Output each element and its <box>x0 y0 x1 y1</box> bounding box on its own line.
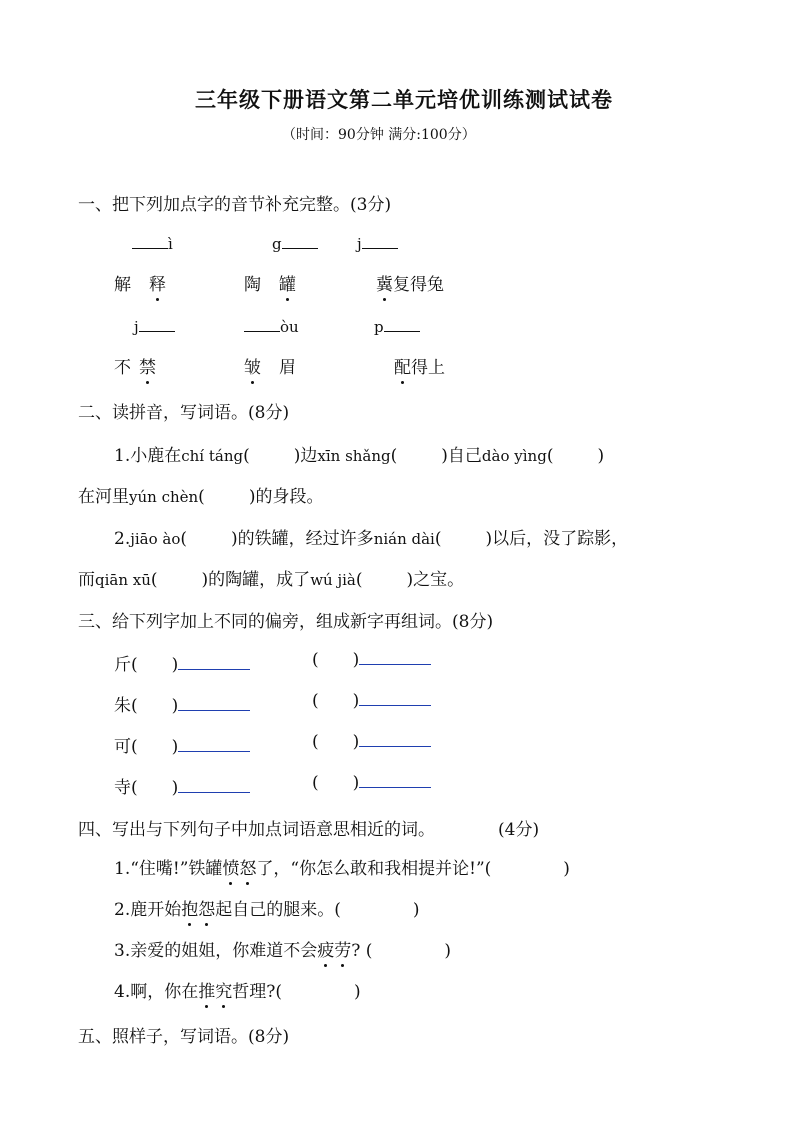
dotted-char: 配 <box>394 353 411 378</box>
base-char: 寺 <box>114 778 131 798</box>
word-line[interactable] <box>178 696 250 711</box>
word-line[interactable] <box>359 650 431 665</box>
dotted-char: 禁 <box>139 353 156 378</box>
blank-line[interactable] <box>132 234 168 249</box>
dotted-char: 冀 <box>376 270 393 295</box>
radical-row-3: 可( ) <box>114 732 250 757</box>
word-line[interactable] <box>359 732 431 747</box>
pinyin-blank-5[interactable] <box>244 317 299 336</box>
section-4-sentence-2: 2.鹿开始抱怨起自己的腿来。( ) <box>114 895 420 920</box>
radical-row-4b: ( ) <box>312 773 431 793</box>
chars: 得上 <box>411 358 445 378</box>
section-2-heading: 二、读拼音，写词语。(8分) <box>78 403 290 423</box>
radical-row-2: 朱( ) <box>114 691 250 716</box>
pinyin-fragment: g <box>272 235 282 253</box>
pinyin-fragment: p <box>374 318 384 336</box>
pinyin-blank-2[interactable] <box>272 234 318 253</box>
blank-line[interactable] <box>384 317 420 332</box>
page-subtitle: （时间：90分钟 满分:100分） <box>282 127 476 143</box>
dotted-char: 罐 <box>279 270 296 295</box>
char: 解 <box>114 275 131 295</box>
pinyin-fragment: j <box>134 318 139 336</box>
char: 陶 <box>244 275 261 295</box>
pinyin-blank-4[interactable] <box>134 317 175 336</box>
section-4-sentence-4: 4.啊，你在推究哲理?( ) <box>114 977 361 1002</box>
section-2-line-4: 而qiān xū( )的陶罐，成了wú jià( )之宝。 <box>78 570 465 590</box>
word-jifudetu <box>376 270 444 295</box>
section-1-heading: 一、把下列加点字的音节补充完整。(3分) <box>78 195 392 215</box>
page-title: 三年级下册语文第二单元培优训练测试试卷 <box>195 88 613 112</box>
section-4-heading: 四、写出与下列句子中加点词语意思相近的词。 <box>78 820 435 840</box>
word-line[interactable] <box>359 691 431 706</box>
word-jieshi <box>114 270 166 295</box>
blank-line[interactable] <box>362 234 398 249</box>
pinyin-blank-3[interactable] <box>357 234 398 253</box>
dotted-char: 皱 <box>244 353 261 378</box>
blank-line[interactable] <box>244 317 280 332</box>
section-3-heading: 三、给下列字加上不同的偏旁，组成新字再组词。(8分) <box>78 612 494 632</box>
dotted-char: 释 <box>149 270 166 295</box>
section-4-sentence-3: 3.亲爱的姐姐，你难道不会疲劳? ( ) <box>114 936 451 961</box>
base-char: 可 <box>114 737 131 757</box>
word-line[interactable] <box>178 737 250 752</box>
section-4-sentence-1: 1.“住嘴!”铁罐愤怒了，“你怎么敢和我相提并论!”( ) <box>114 854 570 879</box>
word-zhoumei <box>244 353 296 378</box>
base-char: 朱 <box>114 696 131 716</box>
word-bujin <box>114 353 156 378</box>
word-line[interactable] <box>178 655 250 670</box>
char: 眉 <box>279 358 296 378</box>
word-line[interactable] <box>359 773 431 788</box>
chars: 复得兔 <box>393 275 444 295</box>
blank-line[interactable] <box>282 234 318 249</box>
section-2-line-1: 1.小鹿在chí táng( )边xīn shǎng( )自己dào yìng( ) <box>114 446 605 466</box>
radical-row-4: 寺( ) <box>114 773 250 798</box>
section-2-line-2: 在河里yún chèn( )的身段。 <box>78 487 324 507</box>
word-peideshang <box>394 353 445 378</box>
radical-row-2b: ( ) <box>312 691 431 711</box>
pinyin-fragment: ì <box>168 235 173 253</box>
section-5-heading: 五、照样子，写词语。(8分) <box>78 1027 290 1047</box>
char: 不 <box>114 358 131 378</box>
radical-row-1b: ( ) <box>312 650 431 670</box>
base-char: 斤 <box>114 655 131 675</box>
pinyin-blank-6[interactable] <box>374 317 420 336</box>
section-4-score: (4分) <box>498 820 540 840</box>
pinyin-fragment: òu <box>280 318 299 336</box>
radical-row-1: 斤( ) <box>114 650 250 675</box>
radical-row-3b: ( ) <box>312 732 431 752</box>
section-2-line-3: 2.jiāo ào( )的铁罐，经过许多nián dài( )以后，没了踪影， <box>114 529 629 549</box>
word-taoguan <box>244 270 296 295</box>
word-line[interactable] <box>178 778 250 793</box>
blank-line[interactable] <box>139 317 175 332</box>
pinyin-fragment: j <box>357 235 362 253</box>
pinyin-blank-1[interactable] <box>132 234 173 253</box>
